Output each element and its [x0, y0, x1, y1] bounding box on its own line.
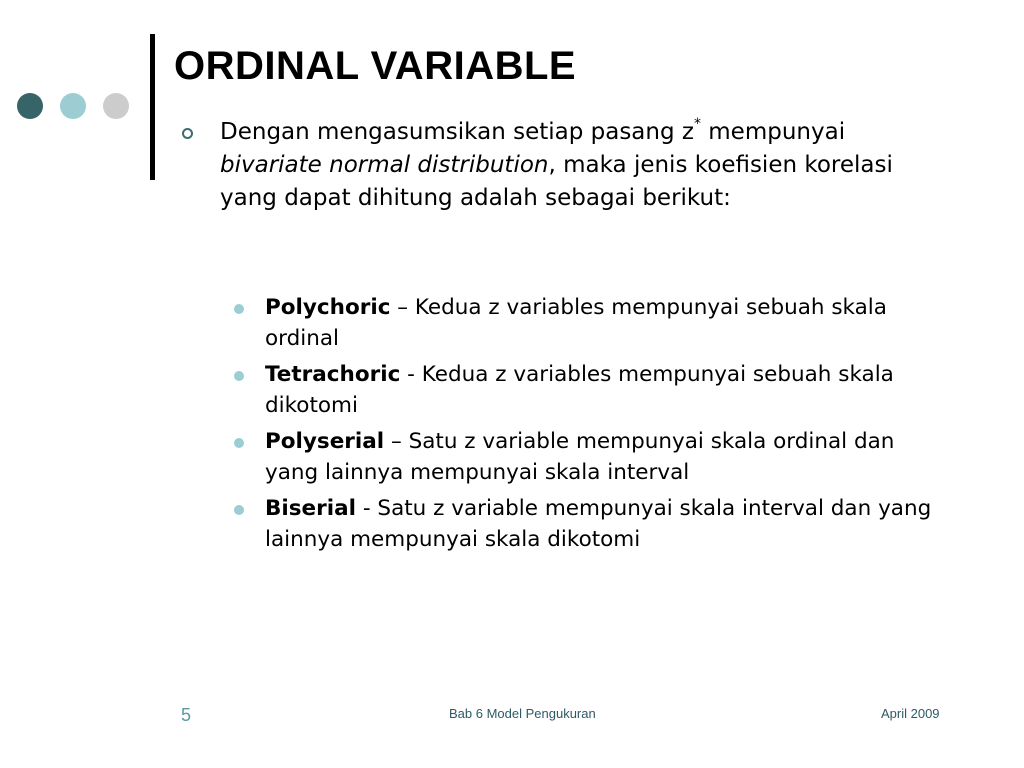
dot-bullet-icon — [234, 304, 244, 314]
term-description: – Satu z variable mempunyai skala ordinal dan yang lainnya mempunyai skala interval — [265, 429, 895, 485]
decor-dot-light — [103, 93, 129, 119]
main-bullet-text: Dengan mengasumsikan setiap pasang z* mempunyai bivariate normal distribution, maka jenis koefisien korelasi yang dapat dihitung adalah sebagai berikut: — [220, 116, 893, 211]
dot-bullet-icon — [234, 371, 244, 381]
decor-dot-mid — [60, 93, 86, 119]
title-divider-bar — [150, 34, 155, 180]
decor-dot-dark — [17, 93, 43, 119]
list-item-biserial — [234, 493, 954, 555]
term-description: - Kedua z variables mempunyai sebuah skala dikotomi — [265, 362, 894, 418]
ring-bullet-icon — [182, 128, 193, 139]
superscript-star: * — [693, 116, 701, 133]
page-number: 5 — [181, 705, 192, 725]
term-label: Polyserial — [265, 429, 385, 454]
slide-title: ORDINAL VARIABLE — [174, 44, 577, 88]
footer-chapter-title: Bab 6 Model Pengukuran — [449, 706, 596, 721]
term-label: Tetrachoric — [265, 362, 401, 387]
footer-date: April 2009 — [881, 706, 940, 721]
term-label: Biserial — [265, 496, 356, 521]
dot-bullet-icon — [234, 505, 244, 515]
list-item-tetrachoric — [234, 359, 954, 421]
term-description: - Satu z variable mempunyai skala interval dan yang lainnya mempunyai skala dikotomi — [265, 496, 932, 552]
list-item-polyserial — [234, 426, 954, 488]
term-description: – Kedua z variables mempunyai sebuah skala ordinal — [265, 295, 887, 351]
term-label: Polychoric — [265, 295, 391, 320]
italic-phrase: bivariate normal distribution — [220, 152, 549, 178]
correlation-types-list — [234, 292, 954, 560]
list-item-polychoric — [234, 292, 954, 354]
dot-bullet-icon — [234, 438, 244, 448]
